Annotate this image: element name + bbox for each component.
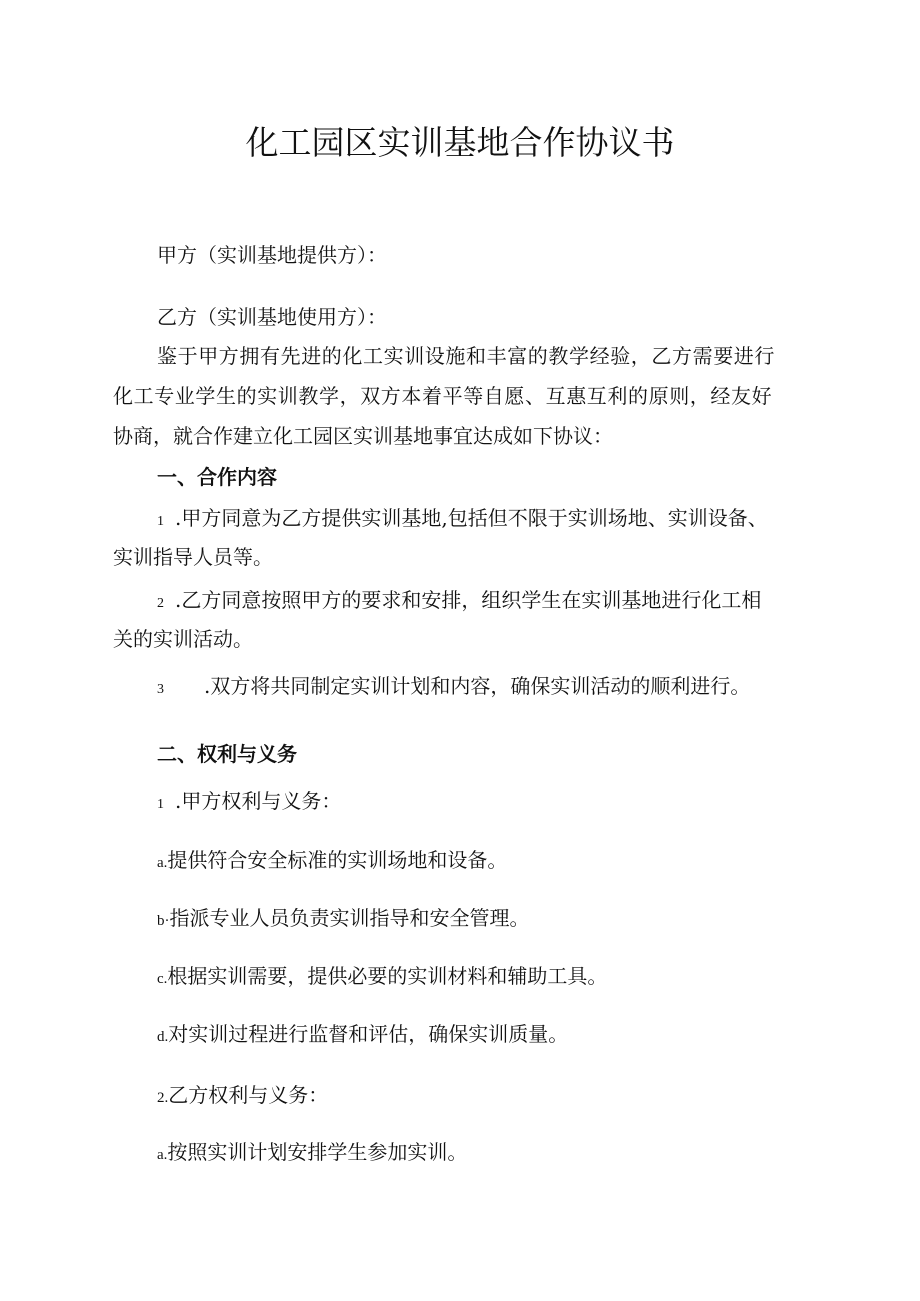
item-letter: a. [157, 855, 168, 871]
item-number: 1 [157, 514, 164, 529]
section-2-heading: 二、权利与义务 [157, 742, 297, 766]
list-item [157, 961, 607, 994]
list-item [157, 845, 507, 878]
item-text: 根据实训需要，提供必要的实训材料和辅助工具。 [167, 964, 608, 988]
preamble-line-3: 协商，就合作建立化工园区实训基地事宜达成如下协议： [113, 424, 613, 448]
section-1-item-2-cont: 关的实训活动。 [113, 627, 253, 651]
item-text: .双方将共同制定实训计划和内容，确保实训活动的顺利进行。 [204, 674, 751, 698]
section-1-heading: 一、合作内容 [157, 465, 277, 489]
item-number: 2. [157, 1090, 169, 1106]
item-letter: d. [157, 1029, 169, 1045]
item-text: 指派专业人员负责实训指导和安全管理。 [169, 906, 530, 930]
item-text: .甲方同意为乙方提供实训基地,包括但不限于实训场地、实训设备、 [175, 506, 768, 530]
section-1-item-1 [157, 503, 768, 537]
document-title: 化工园区实训基地合作协议书 [245, 123, 675, 162]
item-number: 1 [157, 797, 164, 812]
list-item [157, 903, 530, 936]
section-2-sub-2 [157, 1080, 328, 1113]
list-item [157, 1019, 568, 1052]
item-number: 3 [157, 682, 164, 697]
item-text: 提供符合安全标准的实训场地和设备。 [167, 848, 508, 872]
party-b-line: 乙方（实训基地使用方）： [157, 305, 387, 329]
preamble-line-2: 化工专业学生的实训教学，双方本着平等自愿、互惠互利的原则，经友好 [113, 384, 773, 408]
preamble-line-1: 鉴于甲方拥有先进的化工实训设施和丰富的教学经验，乙方需要进行 [157, 344, 775, 368]
list-item [157, 1137, 467, 1170]
section-1-item-3 [157, 671, 750, 705]
item-letter: a. [157, 1147, 168, 1163]
party-a-line: 甲方（实训基地提供方）： [157, 243, 387, 267]
item-number: 2 [157, 596, 164, 611]
item-letter: c. [157, 971, 168, 987]
item-text: 乙方权利与义务： [168, 1083, 329, 1107]
item-text: .甲方权利与义务： [175, 789, 342, 813]
item-text: .乙方同意按照甲方的要求和安排，组织学生在实训基地进行化工相 [175, 588, 762, 612]
section-2-sub-1 [157, 786, 341, 820]
item-text: 按照实训计划安排学生参加实训。 [167, 1140, 468, 1164]
section-1-item-1-cont: 实训指导人员等。 [113, 545, 273, 569]
section-1-item-2 [157, 585, 761, 619]
item-letter: b· [157, 913, 170, 929]
item-text: 对实训过程进行监督和评估，确保实训质量。 [168, 1022, 569, 1046]
